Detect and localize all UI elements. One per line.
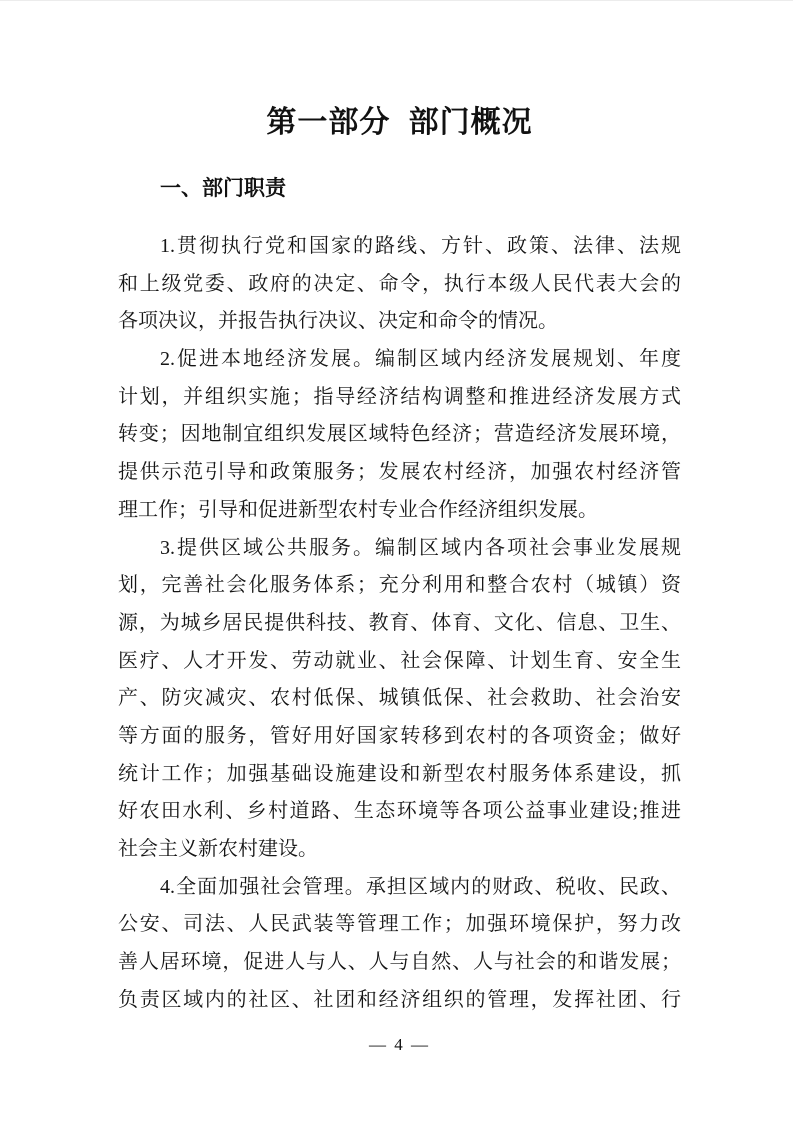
- paragraph: [118, 341, 681, 529]
- text-line: 医疗、人才开发、劳动就业、社会保障、计划生育、安全生: [118, 649, 681, 672]
- text-line: 公安、司法、人民武装等管理工作；加强环境保护，努力改: [118, 913, 681, 936]
- text-line: 负责区域内的社区、社团和经济组织的管理，发挥社团、行: [118, 988, 681, 1011]
- text-line: 善人居环境，促进人与人、人与自然、人与社会的和谐发展；: [118, 951, 681, 974]
- text-line: 产、防灾减灾、农村低保、城镇低保、社会救助、社会治安: [118, 687, 681, 710]
- text-line: 等方面的服务，管好用好国家转移到农村的各项资金；做好: [118, 724, 681, 747]
- page-number: — 4 —: [369, 1035, 430, 1055]
- text-line: 各项决议，并报告执行决议、决定和命令的情况。: [118, 310, 558, 333]
- text-line: 源，为城乡居民提供科技、教育、体育、文化、信息、卫生、: [118, 611, 681, 634]
- text-line: 计划，并组织实施；指导经济结构调整和推进经济发展方式: [118, 385, 681, 408]
- paragraph: [118, 228, 681, 341]
- text-line: 划，完善社会化服务体系；充分利用和整合农村（城镇）资: [118, 574, 681, 597]
- paragraph: [118, 869, 681, 1020]
- document-body: [118, 228, 681, 1019]
- text-line: 统计工作；加强基础设施建设和新型农村服务体系建设，抓: [118, 762, 681, 785]
- page-container: [0, 1, 793, 1123]
- paragraph: [118, 530, 681, 869]
- text-line: 4.全面加强社会管理。承担区域内的财政、税收、民政、: [160, 875, 681, 898]
- text-line: 和上级党委、政府的决定、命令，执行本级人民代表大会的: [118, 272, 681, 295]
- text-line: 好农田水利、乡村道路、生态环境等各项公益事业建设;推进: [118, 800, 681, 823]
- text-line: 提供示范引导和政策服务；发展农村经济，加强农村经济管: [118, 461, 681, 484]
- text-line: 3.提供区域公共服务。编制区域内各项社会事业发展规: [160, 536, 681, 559]
- text-line: 2.促进本地经济发展。编制区域内经济发展规划、年度: [160, 348, 681, 371]
- text-line: 转变；因地制宜组织发展区域特色经济；营造经济发展环境，: [118, 423, 681, 446]
- text-line: 1.贯彻执行党和国家的路线、方针、政策、法律、法规: [160, 235, 681, 257]
- text-line: 理工作；引导和促进新型农村专业合作经济组织发展。: [118, 498, 598, 521]
- page-title: 第一部分 部门概况: [266, 106, 533, 139]
- section-heading: 一、部门职责: [160, 177, 286, 200]
- text-line: 社会主义新农村建设。: [118, 838, 318, 860]
